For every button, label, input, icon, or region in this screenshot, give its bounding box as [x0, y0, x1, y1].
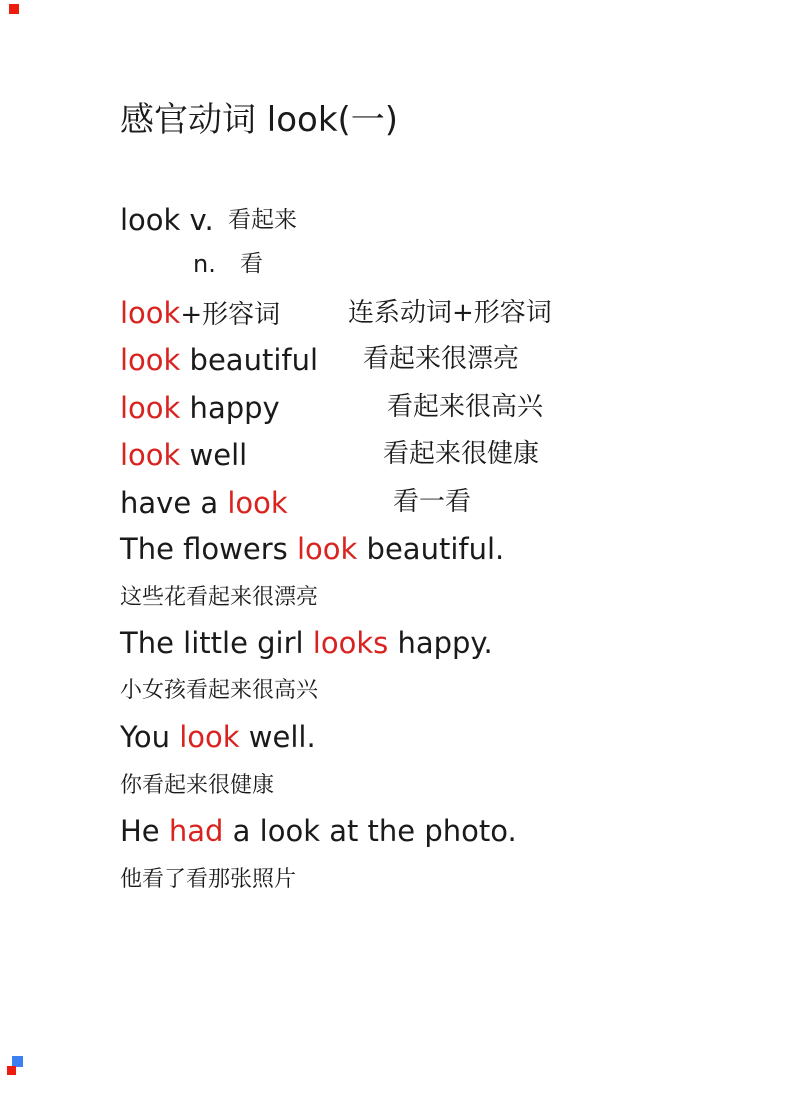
en-text: The little girl	[120, 626, 313, 660]
en-text: well	[180, 438, 248, 472]
en-text: a look at the photo.	[223, 814, 517, 848]
sentence-little-girl	[120, 626, 800, 661]
cjk-text: 看起来	[228, 207, 297, 234]
cjk-text: 这些花看起来很漂亮	[120, 585, 319, 610]
translation-flowers	[120, 585, 800, 611]
translation-text: 看起来很漂亮	[363, 344, 520, 375]
sentence-flowers	[120, 532, 800, 567]
line-have-a-look	[120, 486, 800, 521]
en-text: beautiful	[180, 343, 319, 377]
line-look-beautiful	[120, 343, 800, 378]
bottom-left-red-marker-icon	[7, 1066, 16, 1075]
line-look-verb	[120, 203, 800, 238]
cjk-text: 看	[240, 251, 263, 278]
translation-text: 看起来很高兴	[387, 392, 544, 423]
line-look-adjective-rule	[120, 296, 800, 331]
en-text: He	[120, 814, 169, 848]
translation-he	[120, 867, 800, 893]
translation-little-girl	[120, 678, 800, 704]
translation-you	[120, 773, 800, 799]
red-word: look	[120, 391, 181, 425]
cjk-text: 你看起来很健康	[120, 773, 275, 798]
line-look-noun	[193, 250, 800, 279]
red-word: looks	[312, 626, 389, 660]
sentence-you	[120, 720, 800, 755]
cjk-text: +形容词	[180, 300, 281, 330]
red-word: look	[227, 486, 288, 520]
sentence-he	[120, 814, 800, 849]
page-title: 感官动词 look(一)	[120, 100, 399, 140]
cjk-text: 他看了看那张照片	[120, 867, 297, 892]
line-look-well	[120, 438, 800, 473]
red-word: look	[296, 532, 358, 566]
en-text: happy.	[388, 626, 493, 660]
translation-text: 看一看	[393, 487, 472, 518]
red-word: had	[168, 814, 224, 848]
top-left-marker-icon	[9, 4, 19, 14]
en-text: n.	[193, 250, 216, 278]
en-text: You	[120, 720, 180, 754]
en-text: The flowers	[120, 532, 297, 566]
en-text: look v.	[120, 203, 214, 237]
en-text: beautiful.	[357, 532, 505, 566]
red-word: look	[179, 720, 240, 754]
translation-text: 连系动词+形容词	[348, 297, 552, 328]
red-word: look	[120, 296, 181, 330]
red-word: look	[120, 343, 181, 377]
en-text: have a	[120, 486, 228, 520]
red-word: look	[120, 438, 181, 472]
line-look-happy	[120, 391, 800, 426]
en-text: well.	[239, 720, 316, 754]
translation-text: 看起来很健康	[383, 439, 540, 470]
en-text: happy	[180, 391, 280, 425]
cjk-text: 小女孩看起来很高兴	[120, 678, 319, 703]
